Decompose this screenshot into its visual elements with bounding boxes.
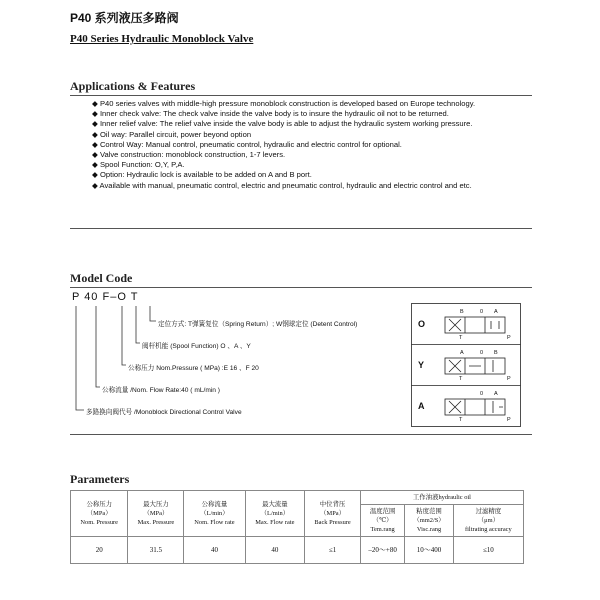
header-cn: 中位背压 <box>319 501 346 508</box>
header-en: Nom. Flow rate <box>194 519 235 526</box>
table-cell: 40 <box>184 537 245 564</box>
header-unit: （μm） <box>477 517 499 524</box>
model-code-string: P 40 F–O T <box>72 291 139 303</box>
parameters-table <box>70 490 524 564</box>
table-cell: 20 <box>71 537 128 564</box>
table-subheader-cell <box>453 505 523 537</box>
spool-diagram-frame <box>411 303 521 427</box>
header-unit: （mm2/S） <box>413 517 445 524</box>
model-code-label-positioning: 定位方式: T弹簧复位（Spring Return）; W钢球定位 (Detent Control) <box>158 321 358 328</box>
header-cn: 最大压力 <box>143 501 169 508</box>
header-cn: 温度范围 <box>369 508 396 515</box>
table-cell: 10～400 <box>405 537 453 564</box>
table-cell: –20～+80 <box>360 537 404 564</box>
header-cn: 粘度范围 <box>416 508 442 515</box>
spool-port: A <box>460 350 464 356</box>
spool-port: 0 <box>480 391 484 397</box>
feature-item: ◆ Option: Hydraulic lock is available to be added on A and B port. <box>92 170 312 180</box>
section-divider <box>70 95 532 96</box>
spool-port: P <box>507 335 511 341</box>
header-unit: （MPa） <box>86 510 112 517</box>
table-cell: 40 <box>245 537 305 564</box>
header-en: filtrating accuracy <box>465 526 512 533</box>
header-cn: 过滤精度 <box>475 508 502 515</box>
header-cn: 公称压力 <box>86 501 112 508</box>
table-row <box>71 537 524 564</box>
table-row <box>71 491 524 505</box>
model-code-heading: Model Code <box>70 271 133 285</box>
table-header-cell <box>184 491 245 537</box>
spool-port: A <box>494 391 498 397</box>
feature-item: ◆ Control Way: Manual control, pneumatic control, hydraulic and electric control for optional. <box>92 139 402 149</box>
model-code-label-pressure: 公称压力 Nom.Pressure ( MPa) :E 16 、F 20 <box>128 365 259 372</box>
feature-item: ◆ Oil way: Parallel circuit, power beyond option <box>92 129 252 139</box>
feature-item: ◆ Inner relief valve: The relief valve inside the valve body is able to adjust the hydraulic system working pressure. <box>92 119 473 129</box>
feature-item: ◆ Spool Function: O,Y, P,A. <box>92 160 185 170</box>
table-group-header: 工作油液hydraulic oil <box>360 491 523 505</box>
page-title-en: P40 Series Hydraulic Monoblock Valve <box>70 33 254 45</box>
spool-port: 0 <box>480 309 484 315</box>
model-code-label-flow: 公称流量 /Nom. Flow Rate:40 ( mL/min ) <box>102 387 220 394</box>
spool-label-a: A <box>418 401 425 411</box>
parameters-heading: Parameters <box>70 472 130 486</box>
header-cn: 公称流量 <box>201 501 228 508</box>
spool-port: A <box>494 309 498 315</box>
model-code-brackets <box>70 304 170 416</box>
header-en: Nom. Pressure <box>80 519 119 526</box>
section-divider <box>70 434 532 435</box>
spool-port: B <box>494 350 498 356</box>
spool-port: B <box>460 309 464 315</box>
section-divider <box>70 228 532 229</box>
page-title-cn: P40 系列液压多路阀 <box>70 11 179 25</box>
spool-port: T <box>459 417 463 423</box>
table-cell: ≤1 <box>305 537 361 564</box>
table-header-cell <box>128 491 184 537</box>
header-en: Max. Pressure <box>137 519 175 526</box>
spool-function-diagrams <box>411 303 521 427</box>
table-subheader-cell <box>360 505 404 537</box>
header-unit: （℃） <box>372 517 393 524</box>
header-unit: （MPa） <box>320 510 345 517</box>
feature-item: ◆ Valve construction: monoblock construction, 1-7 levers. <box>92 150 286 160</box>
spool-label-y: Y <box>418 360 425 370</box>
spool-port: P <box>507 376 511 382</box>
model-code-label-spool: 阀杆机能 (Spool Function) O 、A 、Y <box>142 343 251 350</box>
header-unit: （L/min） <box>200 510 229 517</box>
spool-port: T <box>459 376 463 382</box>
table-header-cell <box>245 491 305 537</box>
header-en: Visc.rang <box>416 526 442 533</box>
section-divider <box>70 287 532 288</box>
table-cell: 31.5 <box>128 537 184 564</box>
feature-item: ◆ Available with manual, pneumatic control, electric and pneumatic control, hydraulic and electric control and etc. <box>92 180 472 190</box>
table-header-cell <box>305 491 361 537</box>
header-en: Back Pressure <box>314 519 351 526</box>
header-unit: （L/min） <box>260 510 290 517</box>
table-header-cell <box>71 491 128 537</box>
feature-item: ◆ P40 series valves with middle-high pressure monoblock construction is developed based on Europe technology. <box>92 99 476 108</box>
table-subheader-cell <box>405 505 453 537</box>
header-en: Tem.rang <box>370 526 395 533</box>
spool-label-o: O <box>418 319 426 329</box>
spool-port: 0 <box>480 350 484 356</box>
spool-port: T <box>459 335 463 341</box>
model-code-label-valve: 多路换向阀代号 /Monoblock Directional Control Valve <box>86 409 242 416</box>
applications-heading: Applications & Features <box>70 79 196 93</box>
header-en: Max. Flow rate <box>255 519 295 526</box>
features-list <box>70 99 532 191</box>
header-cn: 最大流量 <box>262 501 288 508</box>
table-cell: ≤10 <box>453 537 523 564</box>
feature-item: ◆ Inner check valve: The check valve inside the valve body is to insure the hydraulic oil not to be returned. <box>92 109 449 119</box>
spool-port: P <box>507 417 511 423</box>
header-unit: （MPa） <box>143 510 169 517</box>
